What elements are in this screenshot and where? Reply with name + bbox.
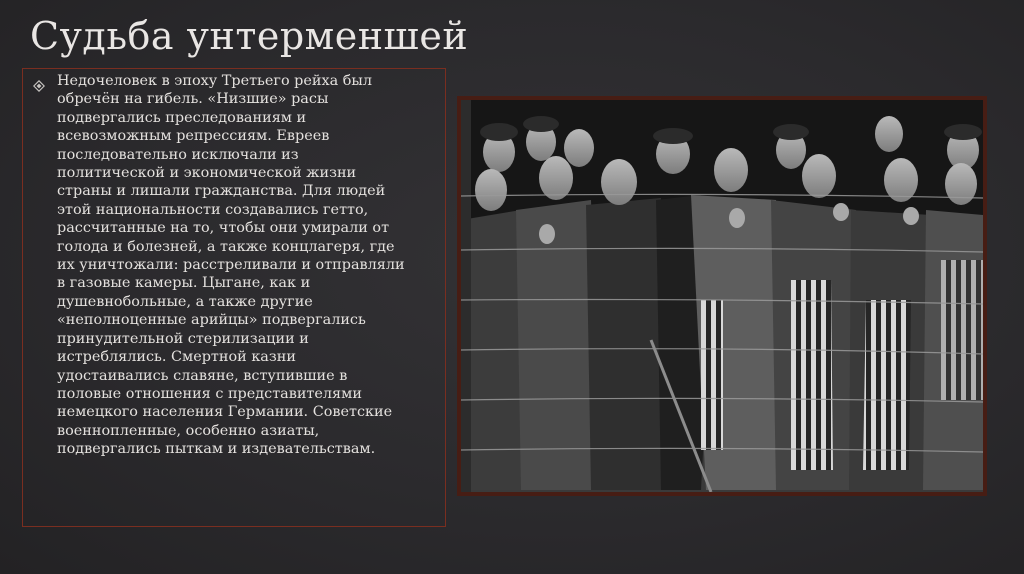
body-line: последовательно исключали из: [57, 146, 299, 163]
photo-frame: [457, 96, 987, 496]
body-line: политической и экономической жизни: [57, 165, 357, 182]
body-line: подвергались преследованиям и: [57, 109, 307, 126]
historical-photo: [461, 100, 983, 492]
body-line: голода и болезней, а также концлагеря, где: [57, 238, 395, 255]
body-line: всевозможным репрессиям. Евреев: [57, 128, 330, 145]
body-line: обречён на гибель. «Низшие» расы: [57, 91, 329, 108]
prisoners-behind-barbed-wire-illustration: [461, 100, 983, 492]
body-line: рассчитанные на то, чтобы они умирали от: [57, 220, 390, 237]
body-line: военнопленные, особенно азиаты,: [57, 422, 320, 439]
body-line: «неполноценные арийцы» подвергались: [57, 312, 366, 329]
body-line: Недочеловек в эпоху Третьего рейха был: [57, 73, 373, 89]
body-line: подвергались пыткам и издевательствам.: [57, 441, 376, 458]
body-line: принудительной стерилизации и: [57, 330, 309, 347]
body-paragraph: [57, 72, 437, 459]
slide-title: Судьба унтерменшей: [30, 14, 469, 58]
body-line: страны и лишали гражданства. Для людей: [57, 183, 386, 200]
body-line: немецкого населения Германии. Советские: [57, 404, 393, 421]
body-line: в газовые камеры. Цыгане, как и: [57, 275, 311, 292]
text-box: [22, 68, 446, 527]
body-line: удостаивались славяне, вступившие в: [57, 367, 348, 384]
diamond-bullet-icon: [33, 80, 45, 92]
body-line: истреблялись. Смертной казни: [57, 349, 296, 366]
body-line: душевнобольные, а также другие: [57, 293, 313, 310]
body-line: половые отношения с представителями: [57, 385, 362, 402]
body-line: их уничтожали: расстреливали и отправляли: [57, 257, 405, 274]
body-line: этой национальности создавались гетто,: [57, 201, 369, 218]
